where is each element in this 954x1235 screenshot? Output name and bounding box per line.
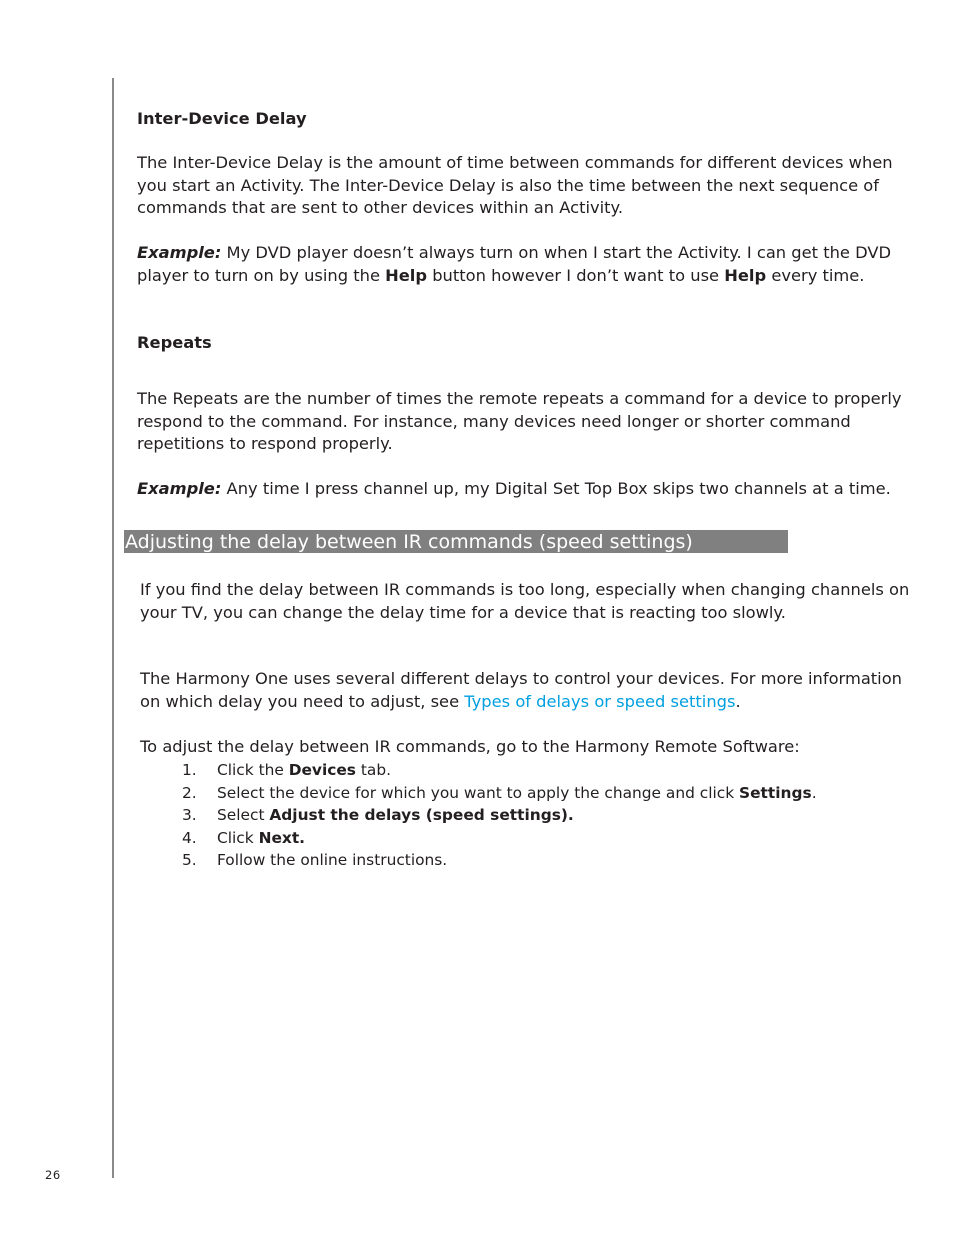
inter-device-delay-paragraph: The Inter-Device Delay is the amount of time between commands for different devices when you start an Activity. The Inter-Device Delay is also the time between the next sequence of commands that are sent to other devices within an Activity.	[137, 153, 893, 217]
adjusting-intro: To adjust the delay between IR commands, go to the Harmony Remote Software:	[140, 737, 800, 756]
step-number: 5.	[182, 851, 197, 869]
adjusting-paragraph-2	[140, 668, 920, 713]
step-item	[182, 759, 817, 782]
example-text: every time.	[766, 265, 865, 285]
step-number: 3.	[182, 806, 197, 824]
step-number: 1.	[182, 761, 197, 779]
repeats-heading: Repeats	[137, 333, 212, 352]
step-item	[182, 782, 817, 805]
step-text: .	[811, 783, 817, 802]
section-title-bar: Adjusting the delay between IR commands (speed settings)	[124, 530, 788, 553]
step-item	[182, 827, 817, 850]
step-number: 2.	[182, 783, 197, 802]
step-bold-term: Devices	[288, 761, 356, 779]
repeats-example	[137, 478, 937, 501]
step-bold-term: Settings	[739, 783, 812, 802]
inter-device-delay-heading: Inter-Device Delay	[137, 109, 307, 128]
step-text: Select the device for which you want to apply the change and click	[217, 783, 740, 802]
help-term: Help	[724, 265, 767, 285]
page-number: 26	[45, 1168, 61, 1182]
step-item	[182, 849, 817, 872]
paragraph-text: .	[735, 691, 741, 711]
step-bold-term: Next.	[258, 828, 306, 847]
example-label: Example:	[137, 243, 222, 262]
paragraph-text: The Harmony One uses several different delays to control your devices. For more information on which delay you need to adjust, see	[140, 669, 902, 711]
step-text: tab.	[355, 761, 391, 779]
types-of-delays-link[interactable]: Types of delays or speed settings	[464, 691, 736, 711]
step-text: Follow the online instructions.	[217, 851, 448, 869]
step-item	[182, 804, 817, 827]
example-text: My DVD player doesn’t always turn on when I start the Activity. I can get the DVD player to turn on by using the	[137, 243, 892, 285]
margin-rule	[112, 78, 114, 1178]
example-text: button however I don’t want to use	[427, 265, 725, 285]
steps-list	[182, 759, 817, 872]
repeats-paragraph: The Repeats are the number of times the remote repeats a command for a device to properly respond to the command. For instance, many devices need longer or shorter command repetitions to respond properly.	[137, 389, 902, 453]
example-label: Example:	[137, 479, 222, 498]
inter-device-delay-example	[137, 242, 927, 287]
step-bold-term: Adjust the delays (speed settings).	[269, 806, 574, 824]
help-term: Help	[385, 265, 428, 285]
step-text: Select	[217, 806, 270, 824]
adjusting-paragraph-1: If you find the delay between IR commands is too long, especially when changing channels on your TV, you can change the delay time for a device that is reacting too slowly.	[140, 580, 910, 622]
step-number: 4.	[182, 828, 197, 847]
step-text: Click	[217, 828, 259, 847]
example-text: Any time I press channel up, my Digital Set Top Box skips two channels at a time.	[221, 479, 891, 498]
step-text: Click the	[217, 761, 289, 779]
